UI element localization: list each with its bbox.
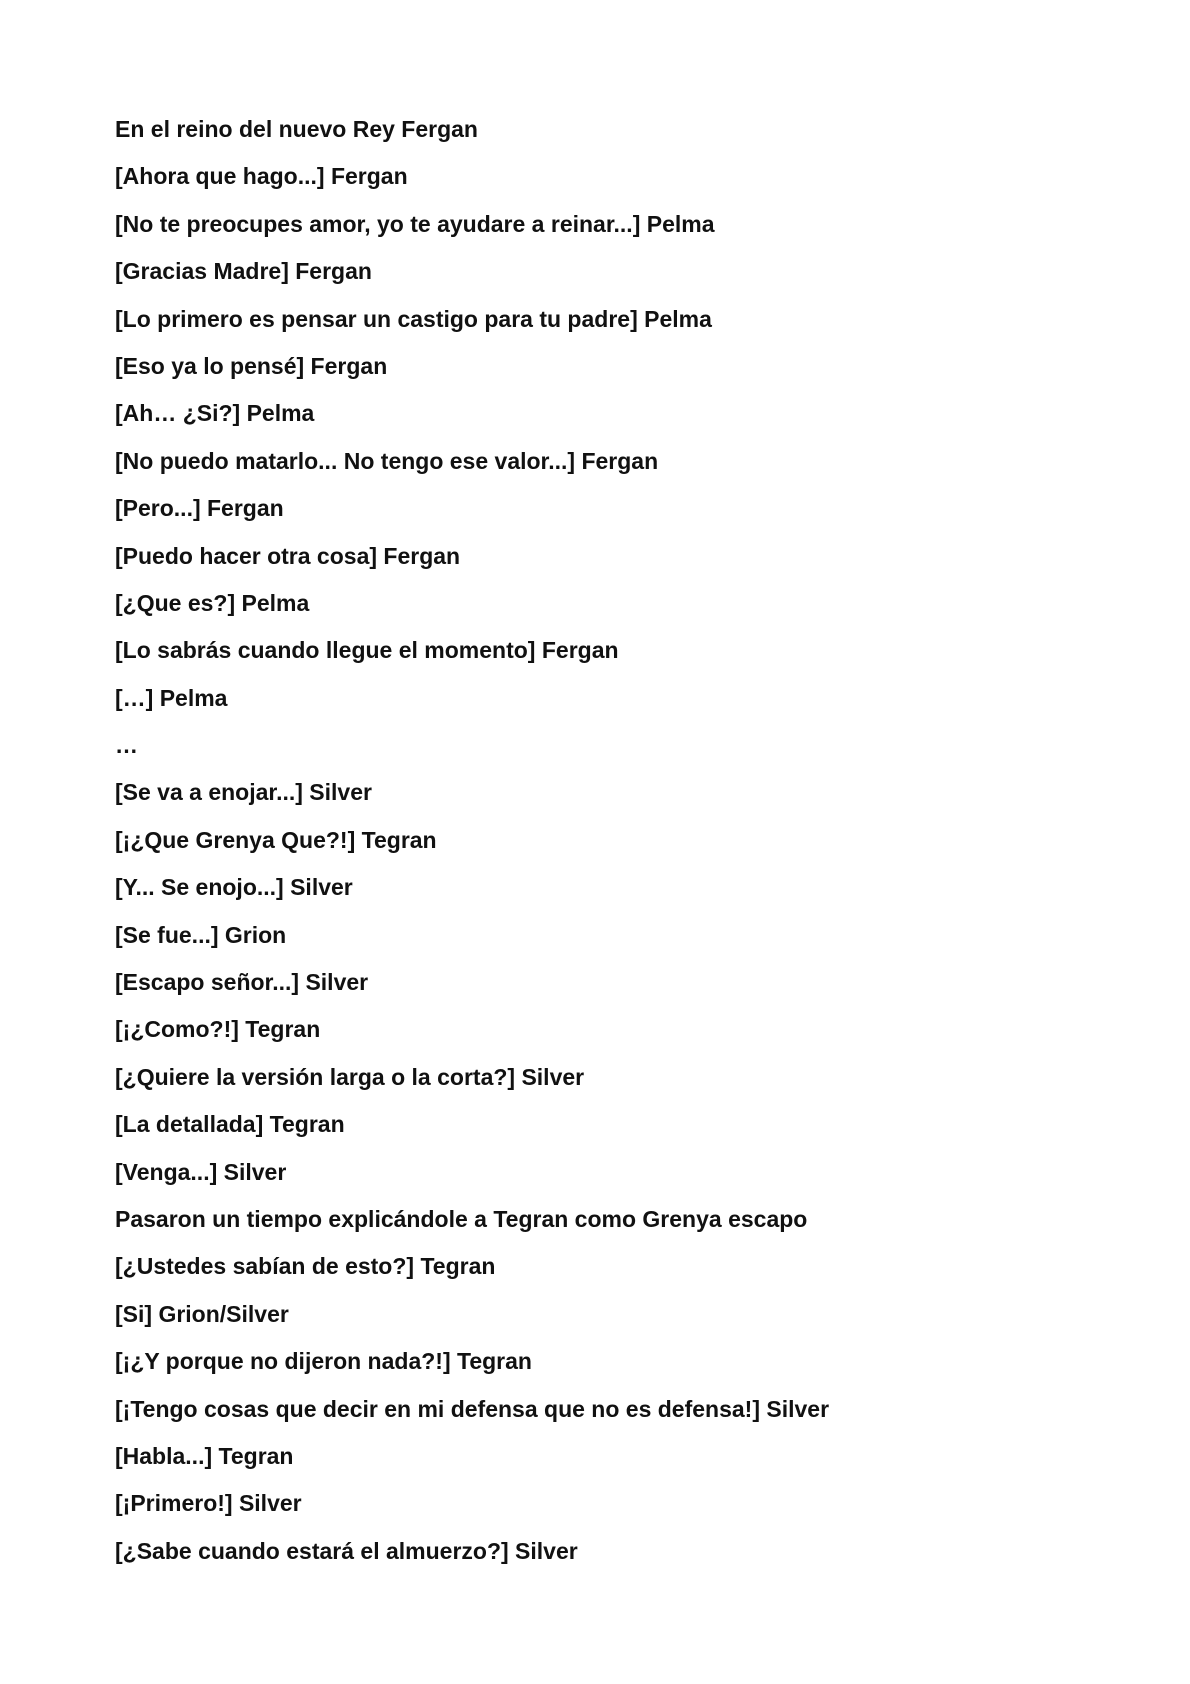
text-line: [¿Ustedes sabían de esto?] Tegran <box>115 1253 496 1280</box>
text-line: [La detallada] Tegran <box>115 1111 345 1138</box>
text-line: En el reino del nuevo Rey Fergan <box>115 116 478 142</box>
text-line: [Se fue...] Grion <box>115 921 287 948</box>
text-line: [¡¿Como?!] Tegran <box>115 1016 321 1043</box>
text-line: [Gracias Madre] Fergan <box>115 258 372 285</box>
text-line: […] Pelma <box>115 684 228 711</box>
text-line: [No te preocupes amor, yo te ayudare a reinar...] Pelma <box>115 210 715 237</box>
text-line: [Si] Grion/Silver <box>115 1300 289 1327</box>
text-line: [Habla...] Tegran <box>115 1442 294 1469</box>
text-line: [¡¿Y porque no dijeron nada?!] Tegran <box>115 1348 532 1375</box>
text-line: [Lo primero es pensar un castigo para tu padre] Pelma <box>115 305 712 332</box>
text-line: [Escapo señor...] Silver <box>115 969 369 996</box>
text-line: Pasaron un tiempo explicándole a Tegran como Grenya escapo <box>115 1205 808 1232</box>
text-line: [¡Tengo cosas que decir en mi defensa que no es defensa!] Silver <box>115 1395 830 1422</box>
text-line: [Eso ya lo pensé] Fergan <box>115 352 388 379</box>
text-line: [¿Sabe cuando estará el almuerzo?] Silver <box>115 1537 578 1564</box>
dialogue-text-block <box>115 106 1115 1575</box>
text-line: … <box>115 732 138 759</box>
text-line: [¿Que es?] Pelma <box>115 589 310 616</box>
text-line: [Y... Se enojo...] Silver <box>115 874 353 901</box>
text-line: [Venga...] Silver <box>115 1158 287 1185</box>
text-line: [Puedo hacer otra cosa] Fergan <box>115 542 461 569</box>
text-line: [Lo sabrás cuando llegue el momento] Fergan <box>115 637 619 664</box>
text-line: [Ah… ¿Si?] Pelma <box>115 400 315 427</box>
text-line: [¡Primero!] Silver <box>115 1490 302 1517</box>
text-line: [Pero...] Fergan <box>115 495 284 522</box>
text-line: [¿Quiere la versión larga o la corta?] Silver <box>115 1063 585 1090</box>
text-line: [¡¿Que Grenya Que?!] Tegran <box>115 826 437 853</box>
text-line: [No puedo matarlo... No tengo ese valor...] Fergan <box>115 447 659 474</box>
text-line: [Ahora que hago...] Fergan <box>115 163 408 190</box>
text-line: [Se va a enojar...] Silver <box>115 779 372 806</box>
